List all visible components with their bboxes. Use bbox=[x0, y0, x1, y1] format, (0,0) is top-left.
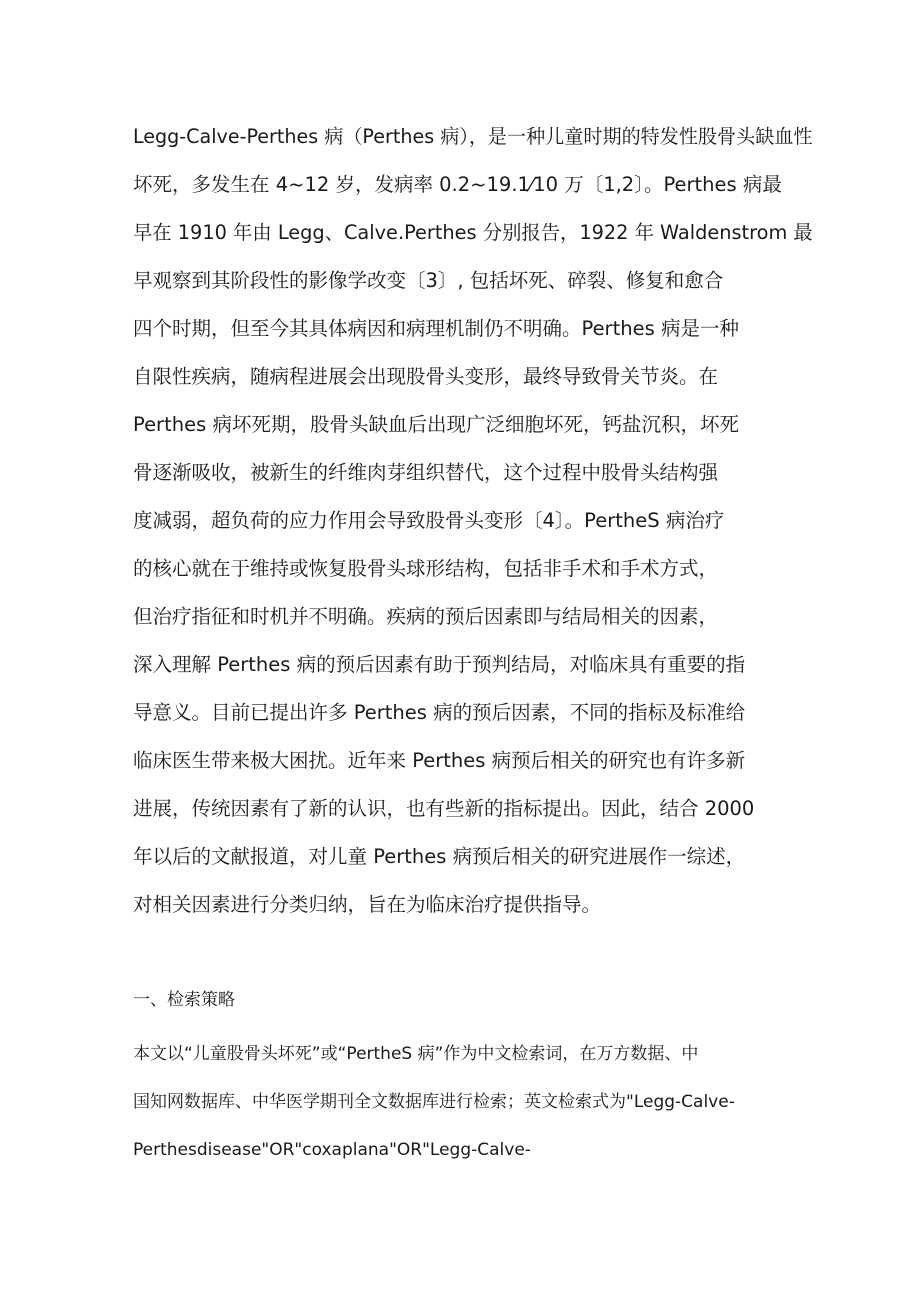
text-line: 年以后的文献报道，对儿童 Perthes 病预后相关的研究进展作一综述， bbox=[133, 845, 746, 868]
text-line: 导意义。目前已提出许多 Perthes 病的预后因素，不同的指标及标准给 bbox=[133, 701, 746, 724]
text-line: 进展，传统因素有了新的认识，也有些新的指标提出。因此，结合 2000 bbox=[133, 797, 755, 820]
text-line: 早观察到其阶段性的影像学改变〔3〕, 包括坏死、碎裂、修复和愈合 bbox=[133, 269, 724, 292]
text-line: 坏死，多发生在 4~12 岁，发病率 0.2~19.1⁄10 万〔1,2〕。Perthes 病最 bbox=[133, 173, 782, 196]
text-line: 对相关因素进行分类归纳，旨在为临床治疗提供指导。 bbox=[133, 893, 602, 916]
text-line: 临床医生带来极大困扰。近年来 Perthes 病预后相关的研究也有许多新 bbox=[133, 749, 746, 772]
text-line: 本文以“儿童股骨头坏死”或“PertheS 病”作为中文检索词，在万方数据、中 bbox=[133, 1044, 699, 1064]
text-line: 的核心就在于维持或恢复股骨头球形结构，包括非手术和手术方式， bbox=[133, 557, 719, 580]
text-line: 但治疗指征和时机并不明确。疾病的预后因素即与结局相关的因素， bbox=[133, 605, 719, 628]
text-line: 骨逐渐吸收，被新生的纤维肉芽组织替代，这个过程中股骨头结构强 bbox=[133, 461, 719, 484]
text-line: 国知网数据库、中华医学期刊全文数据库进行检索；英文检索式为"Legg-Calve- bbox=[133, 1092, 735, 1112]
text-line: 自限性疾病，随病程进展会出现股骨头变形，最终导致骨关节炎。在 bbox=[133, 365, 719, 388]
text-line: 早在 1910 年由 Legg、Calve.Perthes 分别报告，1922 年 Waldenstrom 最 bbox=[133, 221, 813, 244]
text-line: Perthesdisease"OR"coxaplana"OR"Legg-Calve- bbox=[133, 1140, 531, 1160]
text-line: Legg-Calve-Perthes 病（Perthes 病），是一种儿童时期的特发性股骨头缺血性 bbox=[133, 125, 813, 148]
intro-paragraph bbox=[133, 113, 813, 929]
text-line: Perthes 病坏死期，股骨头缺血后出现广泛细胞坏死，钙盐沉积，坏死 bbox=[133, 413, 739, 436]
text-line: 深入理解 Perthes 病的预后因素有助于预判结局，对临床具有重要的指 bbox=[133, 653, 746, 676]
search-strategy-paragraph bbox=[133, 1030, 813, 1174]
text-line: 度减弱，超负荷的应力作用会导致股骨头变形〔4〕。PertheS 病治疗 bbox=[133, 509, 725, 532]
text-line: 四个时期，但至今其具体病因和病理机制仍不明确。Perthes 病是一种 bbox=[133, 317, 739, 340]
section-heading: 一、检索策略 bbox=[133, 990, 235, 1010]
